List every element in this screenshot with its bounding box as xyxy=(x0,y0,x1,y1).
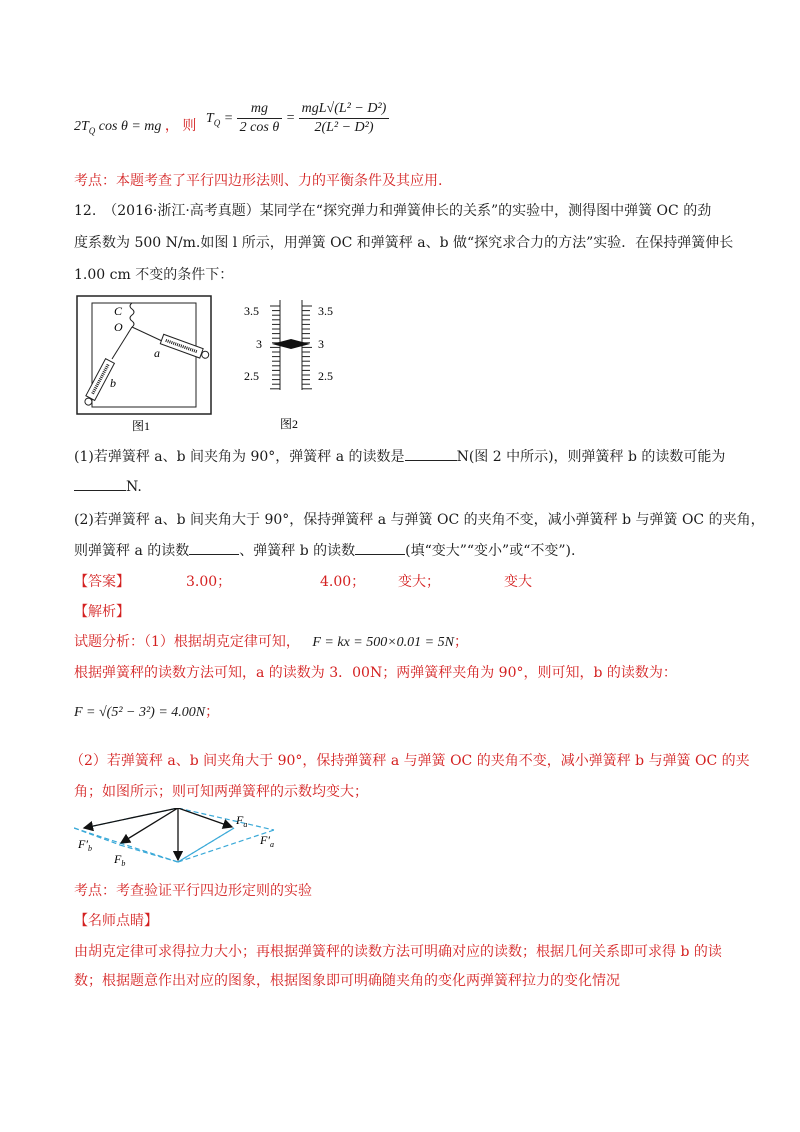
answer-value-1: 3.00； xyxy=(186,574,232,590)
fig2-tick-left-25: 2.5 xyxy=(244,369,259,383)
figure-1 xyxy=(76,295,212,435)
blank-b-reading xyxy=(74,478,126,491)
fig1-label-o: O xyxy=(114,320,123,334)
answer-row xyxy=(74,571,734,591)
analysis-line-2: 根据弹簧秤的读数方法可知，a 的读数为 3．00N；两弹簧秤夹角为 90°，则可知，b 的读数为： xyxy=(74,665,677,681)
fig2-tick-left-35: 3.5 xyxy=(244,304,259,318)
formula-comma: ， xyxy=(164,118,179,134)
vector-label-fb-prime: $F'_b$ xyxy=(78,837,92,853)
teacher-line-2: 数；根据题意作出对应的图象，根据图象即可明确随夹角的变化两弹簧秤拉力的变化情况 xyxy=(74,973,620,989)
fig1-label-a: a xyxy=(154,346,160,360)
vector-label-fa-prime: $F'_a$ xyxy=(260,833,274,849)
blank-b-change xyxy=(355,542,405,555)
analysis-line-1: 试题分析：（1）根据胡克定律可知， F = kx = 500×0.01 = 5N； xyxy=(74,634,468,650)
blank-a-reading xyxy=(405,448,457,461)
part1-line-1: (1)若弹簧秤 a、b 间夹角为 90°，弹簧秤 a 的读数是 N(图 2 中所示)，则弹簧秤 b 的读数可能为 xyxy=(74,449,726,465)
answer-value-2: 4.00； xyxy=(320,574,366,590)
kaodian-2: 考点：考查验证平行四边形定则的实验 xyxy=(74,883,312,899)
teacher-label: 【名师点睛】 xyxy=(74,913,158,929)
pythagoras-formula: F = √(5² − 3²) = 4.00N xyxy=(74,705,206,720)
formula-fraction-2: $\frac{\text{mgL√(L² − D²)}}{\text{2(L² − D²)}}$ xyxy=(299,100,390,137)
question-line-2: 度系数为 500 N/m.如图 l 所示，用弹簧 OC 和弹簧秤 a、b 做“探究求合力的方法”实验．在保持弹簧伸长 xyxy=(74,235,734,251)
question-line-3: 1.00 cm 不变的条件下： xyxy=(74,267,234,283)
part2-line-1: (2)若弹簧秤 a、b 间夹角大于 90°，保持弹簧秤 a 与弹簧 OC 的夹角不变，减小弹簧秤 b 与弹簧 OC 的夹角， xyxy=(74,512,765,528)
analysis-line-4: （2）若弹簧秤 a、b 间夹角大于 90°，保持弹簧秤 a 与弹簧 OC 的夹角不变，减小弹簧秤 b 与弹簧 OC 的夹 xyxy=(70,753,750,769)
analysis-label: 【解析】 xyxy=(74,604,130,620)
analysis-line-5: 角；如图所示；则可知两弹簧秤的示数均变大； xyxy=(74,784,368,800)
answer-value-3: 变大； xyxy=(398,574,440,590)
part2-line-2: 则弹簧秤 a 的读数 、弹簧秤 b 的读数 (填“变大”“变小”或“不变”). xyxy=(74,543,576,559)
vector-figure xyxy=(74,808,294,870)
vector-label-fa: $F_a$ xyxy=(236,813,248,829)
fig2-tick-left-3: 3 xyxy=(256,337,262,351)
fig2-caption: 图2 xyxy=(280,417,299,431)
vector-label-fb: $F_b$ xyxy=(114,852,126,868)
fig2-tick-right-35: 3.5 xyxy=(318,304,333,318)
formula-top: $2T_Q$ cos θ = mg ， 则 $T_Q$ = $\frac{mg}{\text{2 cos θ}}$ = $\frac{\text{mgL√(L² − D²)}}{\text{2(L² − D²)}}$ xyxy=(74,100,389,137)
formula-then: 则 xyxy=(182,118,197,134)
kaodian-1: 考点：本题考查了平行四边形法则、力的平衡条件及其应用. xyxy=(74,173,443,189)
blank-a-change xyxy=(189,542,239,555)
answer-value-4: 变大 xyxy=(504,574,532,590)
formula-left: $2T_Q$ cos θ = mg xyxy=(74,118,162,136)
formula-fraction-1: $\frac{mg}{\text{2 cos θ}}$ xyxy=(237,100,283,137)
fig1-label-c: C xyxy=(114,304,123,318)
part1-line-2: N. xyxy=(74,478,142,495)
question-line-1: 12. （2016·浙江·高考真题）某同学在“探究弹力和弹簧伸长的关系”的实验中，测得图中弹簧 OC 的劲 xyxy=(74,203,712,219)
answer-label: 【答案】 xyxy=(74,574,130,590)
fig2-tick-right-25: 2.5 xyxy=(318,369,333,383)
fig1-label-b: b xyxy=(110,376,116,390)
figure-2 xyxy=(236,298,356,434)
fig1-caption: 图1 xyxy=(132,419,151,433)
analysis-line-3: F = √(5² − 3²) = 4.00N； xyxy=(74,704,220,720)
fig2-tick-right-3: 3 xyxy=(318,337,324,351)
teacher-line-1: 由胡克定律可求得拉力大小；再根据弹簧秤的读数方法可明确对应的读数；根据几何关系即可求得 b 的读 xyxy=(74,944,722,960)
formula-tq: $T_Q$ = xyxy=(205,110,237,128)
hooke-formula: F = kx = 500×0.01 = 5N xyxy=(312,635,454,650)
